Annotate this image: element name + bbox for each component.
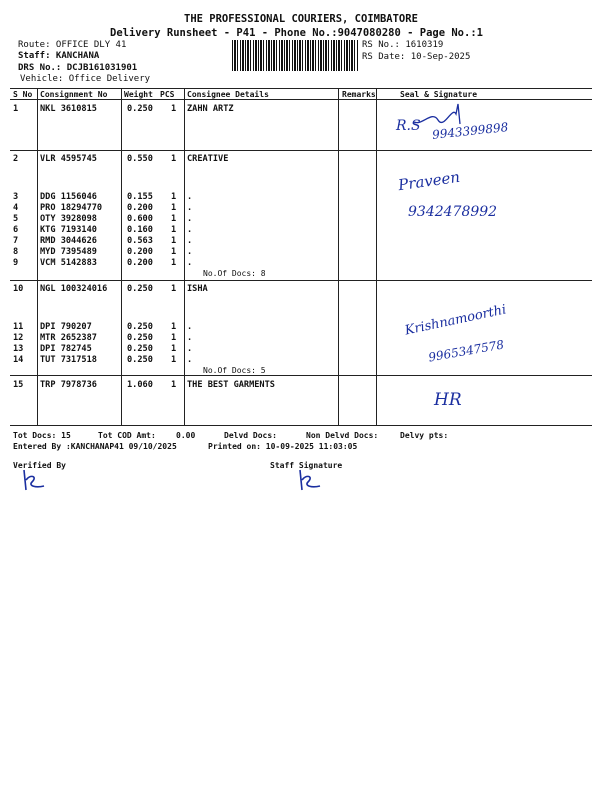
col-consignee: Consignee Details (187, 90, 269, 99)
cell-sno: 4 (13, 203, 19, 213)
cell-cno: KTG 7193140 (40, 225, 97, 235)
table-bottom-border (10, 425, 592, 426)
cell-sno: 3 (13, 192, 19, 202)
cell-consignee: THE BEST GARMENTS (187, 380, 275, 390)
group-separator (10, 150, 592, 151)
group-docs-count: No.Of Docs: 8 (203, 269, 266, 278)
cell-consignee: . (187, 333, 193, 343)
col-consignment: Consignment No (40, 90, 108, 99)
table-row (0, 333, 600, 344)
cell-sno: 12 (13, 333, 24, 343)
non-delivered-docs: Non Delvd Docs: (306, 431, 379, 440)
delivery-points: Delvy pts: (400, 431, 449, 440)
cell-cno: TRP 7978736 (40, 380, 97, 390)
cell-consignee: . (187, 236, 193, 246)
cell-sno: 9 (13, 258, 19, 268)
printed-on: Printed on: 10-09-2025 11:03:05 (208, 442, 358, 451)
cell-pcs: 1 (171, 236, 177, 246)
cell-pcs: 1 (171, 225, 177, 235)
cell-cno: PRO 18294770 (40, 203, 103, 213)
table-row (0, 344, 600, 355)
cell-cno: MYD 7395489 (40, 247, 97, 257)
cell-consignee: . (187, 192, 193, 202)
cell-cno: OTY 3928098 (40, 214, 97, 224)
table-header-border (10, 99, 592, 100)
cell-sno: 8 (13, 247, 19, 257)
table-row (0, 225, 600, 236)
table-row (0, 380, 600, 391)
drs-number: DRS No.: DCJB161031901 (18, 63, 138, 73)
cell-pcs: 1 (171, 203, 177, 213)
cell-cno: TUT 7317518 (40, 355, 97, 365)
cell-weight: 0.250 (127, 284, 153, 294)
cell-sno: 13 (13, 344, 24, 354)
table-row (0, 214, 600, 225)
table-row (0, 355, 600, 366)
signature-initials: R.S (396, 118, 421, 134)
cell-consignee: CREATIVE (187, 154, 229, 164)
table-row (0, 258, 600, 269)
signature-name: Krishnamoorthi (403, 302, 508, 339)
cell-sno: 11 (13, 322, 24, 332)
table-row (0, 236, 600, 247)
signature-name: Praveen (397, 167, 462, 195)
cell-pcs: 1 (171, 344, 177, 354)
cell-weight: 0.563 (127, 236, 153, 246)
cell-sno: 15 (13, 380, 24, 390)
cell-pcs: 1 (171, 192, 177, 202)
cell-consignee: . (187, 225, 193, 235)
cell-weight: 0.200 (127, 258, 153, 268)
group-separator (10, 375, 592, 376)
cell-pcs: 1 (171, 333, 177, 343)
cell-pcs: 1 (171, 247, 177, 257)
table-row (0, 322, 600, 333)
table-row (0, 247, 600, 258)
table-top-border (10, 88, 592, 89)
cell-cno: RMD 3044626 (40, 236, 97, 246)
cell-weight: 0.200 (127, 203, 153, 213)
cell-consignee: ISHA (187, 284, 208, 294)
cell-weight: 0.250 (127, 355, 153, 365)
cell-weight: 0.600 (127, 214, 153, 224)
cell-sno: 6 (13, 225, 19, 235)
table-row (0, 154, 600, 165)
group-docs-count: No.Of Docs: 5 (203, 366, 266, 375)
cell-weight: 0.550 (127, 154, 153, 164)
cell-pcs: 1 (171, 284, 177, 294)
signature-phone: 9342478992 (408, 204, 498, 220)
signature-initials: HR (434, 390, 462, 410)
cell-consignee: . (187, 322, 193, 332)
signature-phone: 9965347578 (427, 337, 505, 365)
cell-sno: 14 (13, 355, 24, 365)
cell-weight: 0.200 (127, 247, 153, 257)
cell-cno: DDG 1156046 (40, 192, 97, 202)
col-remarks: Remarks (342, 90, 376, 99)
total-docs: Tot Docs: 15 (13, 431, 71, 440)
table-row (0, 192, 600, 203)
verifier-signature-mark (18, 468, 48, 492)
staff-signature-mark (294, 468, 324, 492)
entered-by: Entered By :KANCHANAP41 09/10/2025 (13, 442, 177, 451)
total-cod-label: Tot COD Amt: (98, 431, 156, 440)
cell-consignee: . (187, 355, 193, 365)
verified-by: Verified By (13, 461, 66, 470)
vehicle: Vehicle: Office Delivery (20, 74, 151, 84)
rs-date: RS Date: 10-Sep-2025 (362, 52, 471, 62)
total-cod-value: 0.00 (176, 431, 196, 440)
cell-pcs: 1 (171, 104, 177, 114)
cell-consignee: . (187, 258, 193, 268)
cell-cno: DPI 782745 (40, 344, 92, 354)
cell-weight: 0.250 (127, 104, 153, 114)
cell-pcs: 1 (171, 214, 177, 224)
route: Route: OFFICE DLY 41 (18, 40, 127, 50)
cell-weight: 0.250 (127, 322, 153, 332)
cell-cno: MTR 2652387 (40, 333, 97, 343)
cell-weight: 0.160 (127, 225, 153, 235)
barcode (232, 40, 358, 71)
runsheet-title: Delivery Runsheet - P41 - Phone No.:9047080280 - Page No.:1 (110, 27, 483, 39)
group-separator (10, 280, 592, 281)
col-weight: Weight (124, 90, 153, 99)
cell-pcs: 1 (171, 258, 177, 268)
col-seal-signature: Seal & Signature (400, 90, 478, 99)
staff: Staff: KANCHANA (18, 51, 100, 61)
cell-cno: NGL 100324016 (40, 284, 108, 294)
cell-sno: 5 (13, 214, 19, 224)
cell-cno: NKL 3610815 (40, 104, 97, 114)
cell-cno: VLR 4595745 (40, 154, 97, 164)
cell-sno: 1 (13, 104, 19, 114)
cell-consignee: . (187, 203, 193, 213)
cell-consignee: . (187, 247, 193, 257)
table-row (0, 284, 600, 295)
cell-sno: 7 (13, 236, 19, 246)
cell-pcs: 1 (171, 322, 177, 332)
cell-consignee: . (187, 214, 193, 224)
cell-weight: 0.155 (127, 192, 153, 202)
cell-consignee: ZAHN ARTZ (187, 104, 234, 114)
table-row (0, 203, 600, 214)
cell-cno: VCM 5142883 (40, 258, 97, 268)
cell-weight: 0.250 (127, 344, 153, 354)
cell-weight: 1.060 (127, 380, 153, 390)
col-pcs: PCS (160, 90, 175, 99)
cell-weight: 0.250 (127, 333, 153, 343)
rs-number: RS No.: 1610319 (362, 40, 444, 50)
cell-sno: 10 (13, 284, 24, 294)
signature-phone: 9943399898 (431, 120, 509, 142)
cell-consignee: . (187, 344, 193, 354)
cell-pcs: 1 (171, 154, 177, 164)
cell-pcs: 1 (171, 355, 177, 365)
table-row (0, 104, 600, 115)
delivered-docs: Delvd Docs: (224, 431, 277, 440)
cell-cno: DPI 790207 (40, 322, 92, 332)
cell-sno: 2 (13, 154, 19, 164)
col-sno: S No (13, 90, 33, 99)
staff-signature: Staff Signature (270, 461, 343, 470)
cell-pcs: 1 (171, 380, 177, 390)
company-name: THE PROFESSIONAL COURIERS, COIMBATORE (184, 13, 418, 25)
